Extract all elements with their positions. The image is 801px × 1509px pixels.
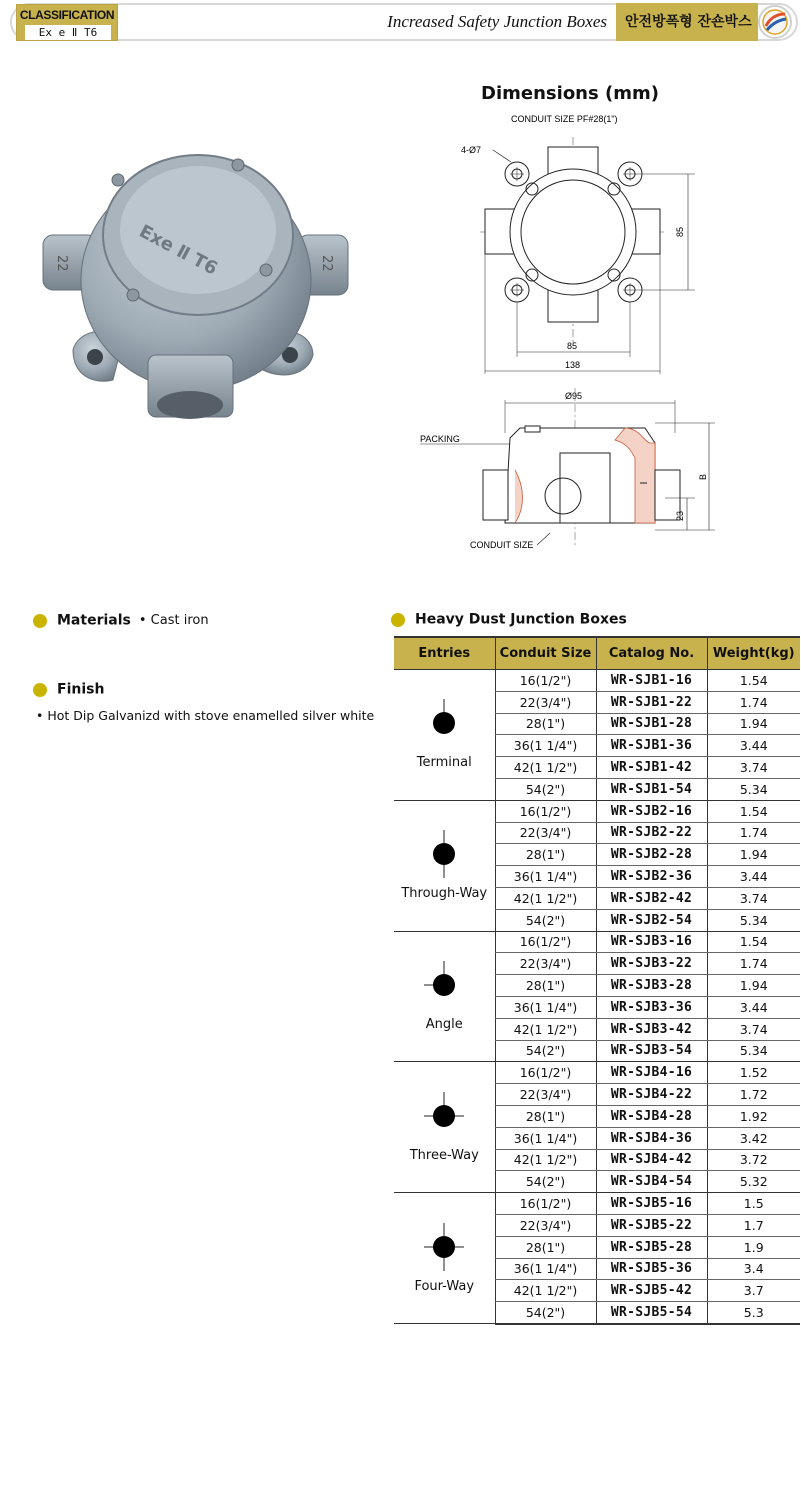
conduit-size-cell: 42(1 1/2") — [495, 1149, 596, 1171]
conduit-size-cell: 36(1 1/4") — [495, 996, 596, 1018]
weight-cell: 3.7 — [707, 1280, 800, 1302]
conduit-size-cell: 54(2") — [495, 909, 596, 931]
conduit-size-cell: 54(2") — [495, 1040, 596, 1062]
finish-section — [33, 679, 104, 698]
weight-cell: 3.74 — [707, 1018, 800, 1040]
table-row — [394, 670, 800, 692]
catalog-no-cell: WR-SJB3-36 — [596, 996, 707, 1018]
classification-label: CLASSIFICATION — [19, 8, 115, 22]
catalog-no-cell: WR-SJB1-42 — [596, 757, 707, 779]
conduit-size-cell: 22(3/4") — [495, 1084, 596, 1106]
catalog-no-cell: WR-SJB2-28 — [596, 844, 707, 866]
catalog-no-cell: WR-SJB2-54 — [596, 909, 707, 931]
weight-cell: 5.3 — [707, 1302, 800, 1324]
conduit-size-cell: 54(2") — [495, 1171, 596, 1193]
table-header-row — [394, 637, 800, 670]
top-view-drawing — [455, 112, 695, 377]
catalog-no-cell: WR-SJB4-42 — [596, 1149, 707, 1171]
product-photo — [38, 135, 358, 425]
catalog-no-cell: WR-SJB3-28 — [596, 975, 707, 997]
materials-title: Materials — [57, 612, 131, 629]
header-conduit-size: Conduit Size — [495, 637, 596, 670]
weight-cell: 1.54 — [707, 670, 800, 692]
conduit-size-cell: 36(1 1/4") — [495, 735, 596, 757]
korean-title: 안전방폭형 잔숀박스 — [616, 3, 758, 41]
conduit-side-label: CONDUIT SIZE — [470, 540, 534, 550]
weight-cell: 1.92 — [707, 1105, 800, 1127]
entry-cell — [394, 931, 495, 1062]
terminal-symbol-icon — [424, 699, 464, 747]
weight-cell: 5.34 — [707, 778, 800, 800]
header-catalog-no: Catalog No. — [596, 637, 707, 670]
three-way-symbol-icon — [424, 1092, 464, 1140]
entry-label: Through-Way — [401, 886, 488, 902]
catalog-no-cell: WR-SJB2-42 — [596, 887, 707, 909]
conduit-size-cell: 42(1 1/2") — [495, 1280, 596, 1302]
catalog-no-cell: WR-SJB4-54 — [596, 1171, 707, 1193]
catalog-no-cell: WR-SJB4-16 — [596, 1062, 707, 1084]
cover-marking: Exe Ⅱ T6 — [135, 220, 221, 280]
width-dim-label: 85 — [567, 341, 578, 351]
table-row — [394, 931, 800, 953]
company-logo-icon — [757, 4, 793, 40]
catalog-no-cell: WR-SJB1-54 — [596, 778, 707, 800]
weight-cell: 3.44 — [707, 735, 800, 757]
conduit-size-cell: 42(1 1/2") — [495, 1018, 596, 1040]
conduit-size-cell: 28(1") — [495, 713, 596, 735]
conduit-size-cell: 36(1 1/4") — [495, 1258, 596, 1280]
entry-cell — [394, 670, 495, 801]
through-way-symbol-icon — [424, 830, 464, 878]
catalog-no-cell: WR-SJB5-16 — [596, 1193, 707, 1215]
catalog-no-cell: WR-SJB1-16 — [596, 670, 707, 692]
conduit-size-cell: 22(3/4") — [495, 691, 596, 713]
weight-cell: 5.32 — [707, 1171, 800, 1193]
conduit-size-cell: 54(2") — [495, 1302, 596, 1324]
conduit-size-cell: 36(1 1/4") — [495, 1127, 596, 1149]
conduit-size-cell: 42(1 1/2") — [495, 757, 596, 779]
weight-cell: 3.74 — [707, 757, 800, 779]
weight-cell: 5.34 — [707, 1040, 800, 1062]
dimensions-title: Dimensions (mm) — [481, 83, 659, 104]
height-dim-label: 85 — [675, 226, 685, 237]
header-entries: Entries — [394, 637, 495, 670]
four-way-symbol-icon — [424, 1223, 464, 1271]
conduit-size-label: CONDUIT SIZE PF#28(1") — [511, 114, 618, 124]
weight-cell: 1.74 — [707, 822, 800, 844]
weight-cell: 1.54 — [707, 931, 800, 953]
finish-text: • Hot Dip Galvanizd with stove enamelled silver white — [36, 708, 375, 723]
weight-cell: 3.72 — [707, 1149, 800, 1171]
table-body — [394, 670, 800, 1324]
catalog-no-cell: WR-SJB4-22 — [596, 1084, 707, 1106]
entry-label: Four-Way — [414, 1278, 475, 1294]
catalog-no-cell: WR-SJB1-36 — [596, 735, 707, 757]
entry-cell — [394, 1193, 495, 1324]
catalog-no-cell: WR-SJB4-36 — [596, 1127, 707, 1149]
catalog-no-cell: WR-SJB5-22 — [596, 1214, 707, 1236]
weight-cell: 1.5 — [707, 1193, 800, 1215]
catalog-no-cell: WR-SJB2-36 — [596, 866, 707, 888]
classification-value: Ex e Ⅱ T6 — [25, 25, 111, 40]
conduit-size-cell: 28(1") — [495, 975, 596, 997]
port-mark-left: 22 — [54, 255, 69, 272]
conduit-size-cell: 16(1/2") — [495, 670, 596, 692]
catalog-no-cell: WR-SJB5-36 — [596, 1258, 707, 1280]
conduit-size-cell: 16(1/2") — [495, 1193, 596, 1215]
conduit-size-cell: 22(3/4") — [495, 822, 596, 844]
entry-cell — [394, 800, 495, 931]
weight-cell: 1.74 — [707, 953, 800, 975]
table-section-heading — [391, 609, 627, 628]
bullet-dot-icon — [391, 613, 405, 627]
weight-cell: 1.52 — [707, 1062, 800, 1084]
weight-cell: 1.54 — [707, 800, 800, 822]
weight-cell: 3.42 — [707, 1127, 800, 1149]
catalog-no-cell: WR-SJB3-42 — [596, 1018, 707, 1040]
conduit-size-cell: 16(1/2") — [495, 800, 596, 822]
catalog-no-cell: WR-SJB2-16 — [596, 800, 707, 822]
catalog-no-cell: WR-SJB1-22 — [596, 691, 707, 713]
conduit-size-cell: 16(1/2") — [495, 1062, 596, 1084]
height-b-label: B — [698, 473, 708, 480]
finish-title: Finish — [57, 681, 105, 698]
entry-label: Angle — [425, 1016, 463, 1032]
weight-cell: 1.74 — [707, 691, 800, 713]
table-row — [394, 800, 800, 822]
page-title: Increased Safety Junction Boxes — [387, 12, 607, 31]
conduit-size-cell: 28(1") — [495, 1105, 596, 1127]
packing-label: PACKING — [420, 434, 460, 444]
weight-cell: 1.9 — [707, 1236, 800, 1258]
bullet-dot-icon — [33, 683, 47, 697]
weight-cell: 1.7 — [707, 1214, 800, 1236]
weight-cell: 1.94 — [707, 713, 800, 735]
diameter-label: Ø95 — [565, 391, 583, 401]
conduit-size-cell: 22(3/4") — [495, 953, 596, 975]
weight-cell: 3.44 — [707, 866, 800, 888]
port-mark-right: 22 — [319, 255, 334, 272]
catalog-no-cell: WR-SJB5-28 — [596, 1236, 707, 1258]
conduit-size-cell: 28(1") — [495, 1236, 596, 1258]
overall-dim-label: 138 — [565, 360, 581, 370]
table-row — [394, 1193, 800, 1215]
entry-label: Terminal — [416, 755, 472, 771]
catalog-no-cell: WR-SJB5-42 — [596, 1280, 707, 1302]
catalog-no-cell: WR-SJB3-22 — [596, 953, 707, 975]
conduit-size-cell: 16(1/2") — [495, 931, 596, 953]
conduit-size-cell: 28(1") — [495, 844, 596, 866]
weight-cell: 3.44 — [707, 996, 800, 1018]
bullet-dot-icon — [33, 614, 47, 628]
conduit-size-cell: 42(1 1/2") — [495, 887, 596, 909]
entry-cell — [394, 1062, 495, 1193]
table-row — [394, 1062, 800, 1084]
weight-cell: 5.34 — [707, 909, 800, 931]
materials-section — [33, 610, 209, 629]
spec-table — [394, 636, 800, 1325]
catalog-no-cell: WR-SJB5-54 — [596, 1302, 707, 1324]
catalog-no-cell: WR-SJB3-16 — [596, 931, 707, 953]
holes-label: 4-Ø7 — [461, 145, 482, 155]
conduit-size-cell: 36(1 1/4") — [495, 866, 596, 888]
weight-cell: 1.94 — [707, 844, 800, 866]
classification-badge — [16, 4, 118, 41]
catalog-no-cell: WR-SJB4-28 — [596, 1105, 707, 1127]
entry-label: Three-Way — [409, 1147, 479, 1163]
catalog-no-cell: WR-SJB3-54 — [596, 1040, 707, 1062]
angle-symbol-icon — [424, 961, 464, 1009]
weight-cell: 3.74 — [707, 887, 800, 909]
conduit-size-cell: 54(2") — [495, 778, 596, 800]
side-view-drawing — [415, 388, 720, 553]
weight-cell: 1.94 — [707, 975, 800, 997]
weight-cell: 3.4 — [707, 1258, 800, 1280]
catalog-no-cell: WR-SJB1-28 — [596, 713, 707, 735]
weight-cell: 1.72 — [707, 1084, 800, 1106]
catalog-no-cell: WR-SJB2-22 — [596, 822, 707, 844]
header-weight: Weight(kg) — [707, 637, 800, 670]
conduit-size-cell: 22(3/4") — [495, 1214, 596, 1236]
base-dim-label: 23 — [675, 510, 685, 521]
table-title: Heavy Dust Junction Boxes — [415, 611, 627, 628]
materials-text: • Cast iron — [138, 613, 209, 628]
